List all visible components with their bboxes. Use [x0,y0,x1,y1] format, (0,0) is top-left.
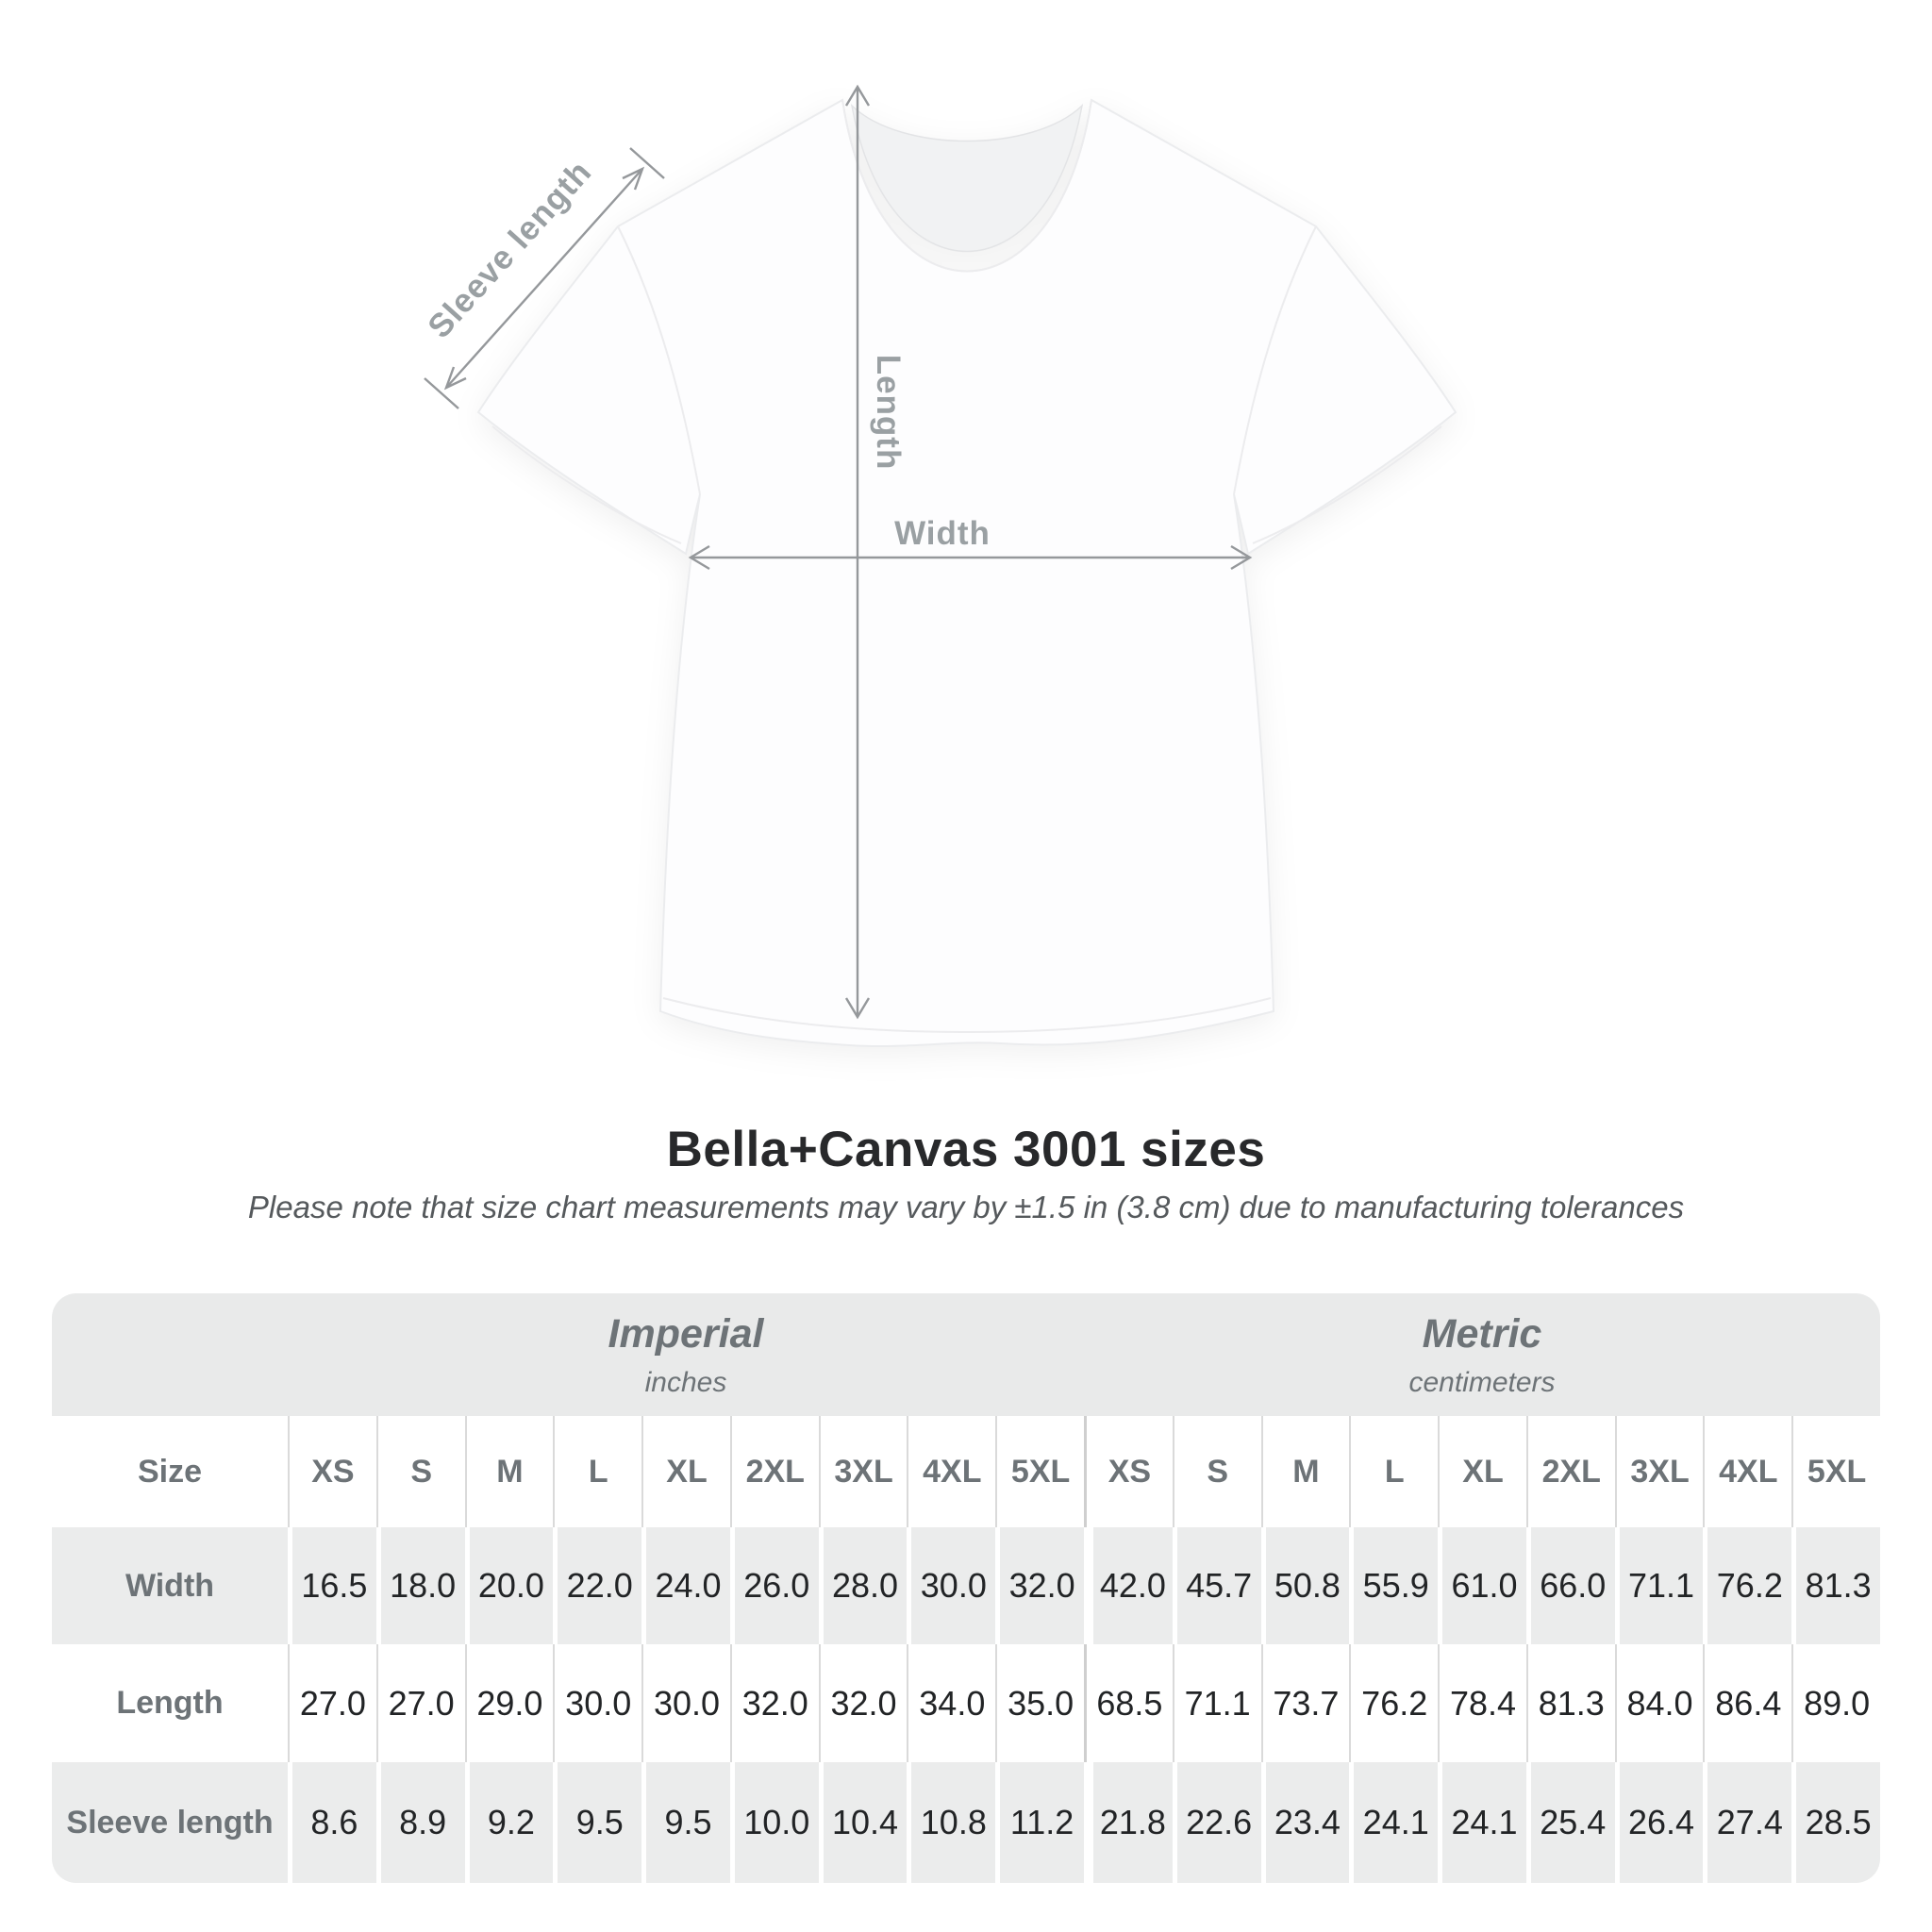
size-header: XS [1084,1416,1173,1527]
size-value: 9.5 [641,1762,730,1883]
size-value: 35.0 [995,1644,1084,1762]
size-value: 81.3 [1791,1527,1880,1644]
size-value: 68.5 [1084,1644,1173,1762]
size-value: 76.2 [1703,1527,1791,1644]
size-value: 26.4 [1615,1762,1704,1883]
size-header: XS [288,1416,376,1527]
width-label: Width [894,515,991,552]
page-subtitle: Please note that size chart measurements may vary by ±1.5 in (3.8 cm) due to manufacturing tolerances [247,1190,1685,1224]
band-corner-spacer [52,1293,288,1416]
row-label: Sleeve length [52,1762,288,1883]
size-header: S [1173,1416,1261,1527]
size-header: 2XL [1526,1416,1615,1527]
unit-group-header [288,1293,1084,1416]
size-value: 61.0 [1438,1527,1526,1644]
size-value: 10.0 [730,1762,819,1883]
size-value: 28.0 [819,1527,908,1644]
size-value: 30.0 [907,1527,995,1644]
size-value: 66.0 [1526,1527,1615,1644]
size-value: 42.0 [1084,1527,1173,1644]
size-header: 2XL [730,1416,819,1527]
size-header: 4XL [1703,1416,1791,1527]
unit-group-label: Metric [1422,1310,1542,1357]
size-value: 71.1 [1615,1527,1704,1644]
size-value: 29.0 [465,1644,554,1762]
size-value: 30.0 [641,1644,730,1762]
size-value: 76.2 [1349,1644,1438,1762]
size-value: 22.0 [553,1527,641,1644]
size-value: 22.6 [1173,1762,1261,1883]
unit-group-label: Imperial [608,1310,764,1357]
size-value: 24.1 [1349,1762,1438,1883]
unit-group-sublabel: inches [644,1366,727,1398]
size-value: 50.8 [1261,1527,1350,1644]
size-value: 34.0 [907,1644,995,1762]
row-label: Width [52,1527,288,1644]
size-column-header: Size [52,1416,288,1527]
sleeve-length-label: Sleeve length [421,153,599,346]
unit-group-sublabel: centimeters [1408,1366,1556,1398]
size-value: 27.4 [1703,1762,1791,1883]
size-header: M [465,1416,554,1527]
size-value: 10.8 [907,1762,995,1883]
size-value: 78.4 [1438,1644,1526,1762]
size-value: 26.0 [730,1527,819,1644]
size-header: 5XL [995,1416,1084,1527]
size-value: 11.2 [995,1762,1084,1883]
size-value: 20.0 [465,1527,554,1644]
size-value: 71.1 [1173,1644,1261,1762]
row-label: Length [52,1644,288,1762]
size-header: L [553,1416,641,1527]
size-value: 9.2 [465,1762,554,1883]
size-value: 8.9 [376,1762,465,1883]
size-value: 21.8 [1084,1762,1173,1883]
size-value: 81.3 [1526,1644,1615,1762]
size-value: 55.9 [1349,1527,1438,1644]
size-value: 25.4 [1526,1762,1615,1883]
size-header: 5XL [1791,1416,1880,1527]
size-value: 86.4 [1703,1644,1791,1762]
size-header: XL [641,1416,730,1527]
size-value: 8.6 [288,1762,376,1883]
size-value: 9.5 [553,1762,641,1883]
size-value: 23.4 [1261,1762,1350,1883]
size-header: 4XL [907,1416,995,1527]
size-value: 84.0 [1615,1644,1704,1762]
size-value: 27.0 [376,1644,465,1762]
size-value: 45.7 [1173,1527,1261,1644]
size-value: 73.7 [1261,1644,1350,1762]
size-value: 24.0 [641,1527,730,1644]
size-header: XL [1438,1416,1526,1527]
size-header: S [376,1416,465,1527]
size-header: M [1261,1416,1350,1527]
size-value: 89.0 [1791,1644,1880,1762]
size-header: L [1349,1416,1438,1527]
size-value: 30.0 [553,1644,641,1762]
size-value: 24.1 [1438,1762,1526,1883]
tshirt-illustration [478,100,1456,1046]
size-value: 16.5 [288,1527,376,1644]
size-header: 3XL [1615,1416,1704,1527]
length-label: Length [870,354,907,471]
size-value: 32.0 [730,1644,819,1762]
size-value: 28.5 [1791,1762,1880,1883]
page-title: Bella+Canvas 3001 sizes [666,1122,1266,1177]
size-value: 10.4 [819,1762,908,1883]
size-header: 3XL [819,1416,908,1527]
size-value: 18.0 [376,1527,465,1644]
size-value: 32.0 [995,1527,1084,1644]
unit-group-header [1084,1293,1880,1416]
size-value: 32.0 [819,1644,908,1762]
size-value: 27.0 [288,1644,376,1762]
size-table [52,1293,1880,1883]
